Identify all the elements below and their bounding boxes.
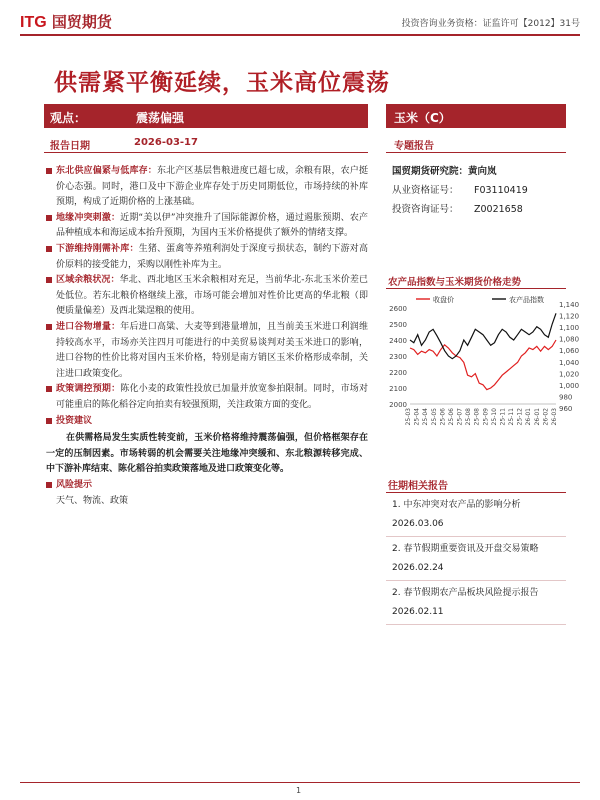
y-right-tick-label: 1,140: [559, 301, 580, 309]
x-tick-label: 26-01: [533, 408, 541, 426]
x-tick-label: 25-06: [439, 408, 447, 426]
risk-heading-text: 风险提示: [56, 479, 93, 490]
x-tick-label: 25-04: [413, 408, 421, 426]
license-text: 投资咨询业务资格：证监许可【2012】31号: [401, 19, 580, 29]
point-heading: 东北供应偏紧与低库存：: [56, 166, 157, 176]
analyst-advisory-row: [392, 200, 570, 219]
x-tick-label: 25-05: [430, 408, 438, 426]
y-right-tick-label: 1,100: [559, 324, 580, 333]
series-line-2: [410, 313, 556, 358]
x-tick-label: 25-04: [422, 408, 430, 426]
x-tick-label: 26-02: [542, 408, 550, 426]
price-chart: [380, 294, 584, 444]
y-right-tick-label: 1,040: [559, 358, 580, 367]
view-value: 震荡偏强: [136, 111, 185, 125]
y-right-tick-label: 980: [559, 393, 573, 402]
logo-itg: ITG: [20, 14, 47, 31]
footer-divider: [20, 782, 580, 783]
point-body: 陈化小麦的政策性投放已加量并放宽参拍限制。同时，市场对可能重启的陈化稻谷定向拍卖有较强预期，关注政策方面的变化。: [56, 384, 368, 410]
point-heading: 地缘冲突刺激：: [56, 212, 121, 223]
risk-heading: [46, 478, 368, 494]
related-item[interactable]: 2. 春节假期农产品板块风险提示报告 2026.02.11: [386, 581, 566, 625]
x-tick-label: 25-06: [447, 408, 455, 426]
point-body: 生猪、蛋禽等养殖利润处于深度亏损状态，制约下游对高价原料的接受能力，采购以刚性补库为主。: [56, 243, 368, 270]
y-left-tick-label: 2300: [389, 353, 407, 361]
y-left-tick-label: 2500: [389, 321, 407, 329]
analyst-name-row: [392, 162, 570, 181]
view-bar: [44, 104, 368, 128]
bullet-icon: [46, 168, 52, 174]
x-tick-label: 25-08: [473, 408, 481, 426]
page-header: [20, 6, 580, 36]
point-body: 近期“美以伊”冲突推升了国际能源价格，通过遏胀预期、农产品种植成本和海运成本抬升预期，为国内玉米价格提供了额外的情绪支撑。: [56, 212, 368, 239]
special-report-label: 专题报告: [394, 141, 434, 152]
x-tick-label: 26-03: [551, 408, 558, 426]
report-date-row: [44, 134, 368, 153]
logo-cn: 国贸期货: [51, 13, 112, 31]
advice-summary: 在供需格局发生实质性转变前，玉米价格将维持震荡偏强，但价格框架存在一定的压制因素。市场转弱的机会需要关注地缘冲突缓和、东北粮源转移完成、中下游补库结束、陈化稻谷拍卖政策落地及进口政策变化等。: [46, 433, 368, 475]
point-item: [46, 164, 368, 211]
x-tick-label: 25-11: [508, 408, 516, 426]
risk-items: 天气、物流、政策: [56, 496, 129, 507]
point-item: [46, 273, 368, 320]
bullet-icon: [46, 215, 52, 221]
analyst-info: [392, 162, 570, 219]
y-right-tick-label: 1,060: [559, 347, 580, 356]
special-report-heading: [386, 134, 566, 153]
y-right-tick-label: 1,120: [559, 312, 580, 321]
legend-label: 收盘价: [433, 296, 454, 304]
x-tick-label: 25-10: [490, 408, 498, 426]
advisory-value: Z0021658: [474, 204, 523, 215]
advice-heading: [46, 414, 368, 430]
y-left-tick-label: 2100: [389, 385, 407, 393]
analyst-institute: 国贸期货研究院：: [392, 166, 469, 177]
related-item[interactable]: 2. 春节假期重要资讯及开盘交易策略 2026.02.24: [386, 537, 566, 581]
point-heading: 政策调控预期：: [56, 384, 121, 395]
x-tick-label: 25-07: [456, 408, 464, 426]
advisory-label: 投资咨询证号：: [392, 204, 459, 215]
bullet-icon: [46, 386, 52, 392]
point-body: 年后进口高粱、大麦等到港量增加，且当前美玉米进口利润维持较高水平，市场亦关注四月可能进行的中美贸易谈判对美玉米进口的影响，进口谷物的性价比将对国内玉米价格，特别是南方销区玉米价格形成牵制，关注进口政策变化。: [56, 321, 368, 379]
bullet-icon: [46, 324, 52, 330]
page-number: 1: [296, 786, 302, 795]
analyst-name: 黄向岚: [468, 166, 497, 177]
point-item: [46, 320, 368, 382]
key-points: [46, 164, 368, 510]
license-label: 从业资格证号：: [392, 185, 459, 196]
related-heading-text: 往期相关报告: [388, 481, 448, 492]
related-item[interactable]: 1. 中东冲突对农产品的影响分析 2026.03.06: [386, 493, 566, 537]
x-tick-label: 25-09: [482, 408, 490, 426]
x-tick-label: 25-12: [516, 408, 524, 426]
related-reports: [386, 474, 566, 625]
point-item: [46, 211, 368, 242]
y-right-tick-label: 1,080: [559, 335, 580, 344]
y-left-tick-label: 2000: [389, 401, 407, 409]
y-right-tick-label: 960: [559, 405, 573, 413]
point-heading: 下游维持刚需补库：: [56, 243, 139, 254]
series-line-1: [410, 340, 556, 390]
y-left-tick-label: 2200: [389, 369, 407, 377]
point-body: 华北、西北地区玉米余粮相对充足，当前华北-东北玉米价差已处低位。若东北粮价格继续上涨，市场可能会增加对性价比更高的华北粮（即便质量偏差）及西北粱逞粮的使用。: [56, 275, 368, 317]
chart-title-text: 农产品指数与玉米期货价格走势: [388, 277, 522, 288]
advice-heading-text: 投资建议: [56, 415, 93, 426]
y-right-tick-label: 1,000: [559, 381, 580, 390]
company-logo: [20, 11, 112, 32]
x-tick-label: 25-11: [499, 408, 507, 426]
x-tick-label: 25-03: [405, 408, 412, 426]
point-item: [46, 382, 368, 413]
y-right-tick-label: 1,020: [559, 370, 580, 379]
bullet-icon: [46, 246, 52, 252]
point-body: 东北产区基层售粮进度已超七成，余粮有限，农户挺价心态强。同时，港口及中下游企业库存处于历史同期低位，市场持续的补库预期，构成了近期价格的上涨基础。: [56, 166, 368, 208]
x-tick-label: 25-08: [465, 408, 473, 426]
point-heading: 区域余粮状况：: [56, 275, 120, 286]
x-tick-label: 26-01: [525, 408, 533, 426]
report-title: 供需紧平衡延续，玉米高位震荡: [54, 69, 390, 96]
analyst-license-row: [392, 181, 570, 200]
bullet-icon: [46, 277, 52, 283]
chart-title: [386, 272, 566, 289]
legend-label: 农产品指数: [509, 296, 544, 304]
license-value: F03110419: [474, 185, 528, 196]
view-label: 观点：: [50, 111, 87, 125]
point-item: [46, 242, 368, 273]
related-heading: [386, 474, 566, 493]
commodity-bar: [386, 104, 566, 128]
commodity-name: 玉米（C）: [394, 111, 451, 125]
report-date-value: 2026-03-17: [134, 137, 198, 148]
y-left-tick-label: 2600: [389, 305, 407, 313]
y-left-tick-label: 2400: [389, 337, 407, 345]
point-heading: 进口谷物增量：: [56, 321, 121, 332]
bullet-icon: [46, 418, 52, 424]
bullet-icon: [46, 482, 52, 488]
report-date-label: 报告日期: [50, 141, 90, 152]
